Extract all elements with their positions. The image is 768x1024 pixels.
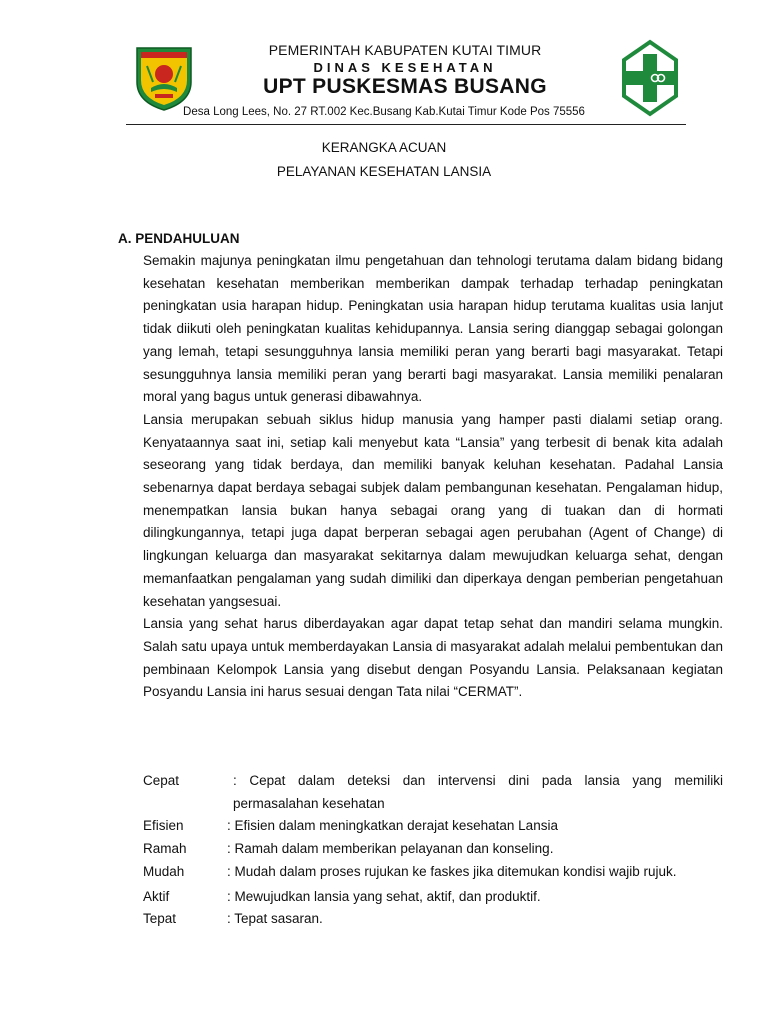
section-heading: A. PENDAHULUAN xyxy=(118,231,240,246)
letterhead-text xyxy=(200,42,610,99)
value-term: Cepat xyxy=(143,773,180,788)
list-item xyxy=(143,886,723,909)
paragraph: Semakin majunya peningkatan ilmu pengetahuan dan tehnologi terutama dalam bidang bidang kesehatan kesehatan memberikan memberikan dampak terhadap terhadap peningkatan peningkatan usia harapan hidup. Peningkatan usia harapan hidup terutama kualitas usia lanjut tidak diikuti oleh peningkatan kualitas kehidupannya. Lansia sering dianggap sebagai golongan yang lemah, tetapi sesungguhnya lansia memiliki peran yang berarti bagi masyarakat. Tetapi sesungguhnya lansia memiliki peran yang berarti bagi masyarakat. Lansia memiliki penalaran moral yang bagus untuk generasi dibawahnya. xyxy=(143,253,723,405)
paragraph: Lansia yang sehat harus diberdayakan agar dapat tetap sehat dan mandiri selama mungkin. Salah satu upaya untuk memberdayakan Lansia di masyarakat adalah melalui pembentukan dan pembinaan Kelompok Lansia yang disebut dengan Posyandu Lansia. Pelaksanaan kegiatan Posyandu Lansia ini harus sesuai dengan Tata nilai “CERMAT”. xyxy=(143,616,723,700)
value-term: Efisien xyxy=(143,818,184,834)
letterhead xyxy=(0,0,768,130)
list-item xyxy=(143,770,723,815)
value-description: : Cepat dalam deteksi dan intervensi dini pada lansia yang memiliki permasalahan kesehatan xyxy=(233,773,723,811)
list-item xyxy=(143,861,723,884)
value-term: Mudah xyxy=(143,863,185,879)
document-title: KERANGKA ACUAN xyxy=(321,140,447,155)
value-description: : Mewujudkan lansia yang sehat, aktif, dan produktif. xyxy=(227,888,541,904)
value-description: : Ramah dalam memberikan pelayanan dan konseling. xyxy=(227,841,554,857)
list-item xyxy=(143,838,723,861)
list-item xyxy=(143,815,723,838)
list-item xyxy=(143,908,723,931)
document-subtitle: PELAYANAN KESEHATAN LANSIA xyxy=(276,164,492,179)
paragraph: Lansia merupakan sebuah siklus hidup manusia yang hamper pasti dialami setiap orang. Kenyataannya saat ini, setiap kali menyebut kata “Lansia” yang terbesit di benak kita adalah seseorang yang tidak berdaya, dan memiliki banyak keluhan kesehatan. Padahal Lansia sebenarnya dapat berdaya sebagai subjek dalam pembangunan kesehatan. Pengalaman hidup, menempatkan lansia bukan hanya sebagai orang yang di tuakan dan di hormati dilingkungannya, tetapi juga dapat berperan sebagai agen perubahan (Agent of Change) di lingkungan keluarga dan masyarakat sekitarnya dalam mewujudkan keluarga sehat, dengan memanfaatkan pengalaman yang sudah dimiliki dan diperkaya dengan pemberian pengetahuan kesehatan yangsesuai. xyxy=(143,411,723,609)
cermat-values-list xyxy=(143,770,723,931)
institution-name: UPT PUSKESMAS BUSANG xyxy=(263,75,547,98)
value-description: : Mudah dalam proses rujukan ke faskes jika ditemukan kondisi wajib rujuk. xyxy=(227,863,677,879)
value-term: Ramah xyxy=(143,841,187,857)
kutai-timur-emblem-icon xyxy=(133,42,195,112)
government-name: PEMERINTAH KABUPATEN KUTAI TIMUR xyxy=(268,42,542,58)
value-description: : Efisien dalam meningkatkan derajat kesehatan Lansia xyxy=(227,818,558,834)
value-description: : Tepat sasaran. xyxy=(227,911,323,927)
value-term: Aktif xyxy=(143,888,170,904)
section-body xyxy=(143,250,723,704)
letterhead-divider xyxy=(126,124,686,125)
value-term: Tepat xyxy=(143,911,177,927)
agency-name: DINAS KESEHATAN xyxy=(313,60,497,75)
institution-address: Desa Long Lees, No. 27 RT.002 Kec.Busang Kab.Kutai Timur Kode Pos 75556 xyxy=(183,106,585,118)
